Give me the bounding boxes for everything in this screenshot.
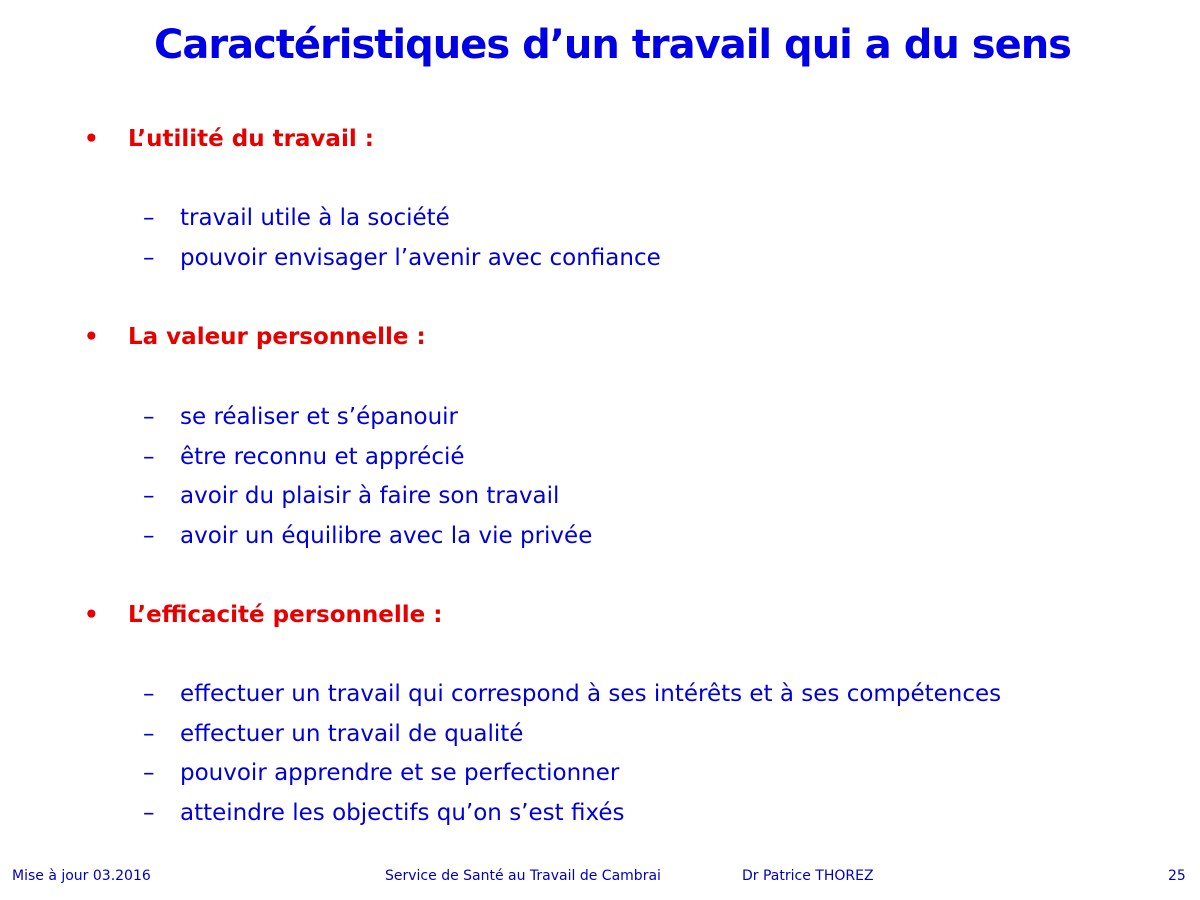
list-item-label: avoir un équilibre avec la vie privée — [180, 523, 593, 549]
section-heading-label: La valeur personnelle : — [128, 324, 426, 350]
slide-title: Caractéristiques d’un travail qui a du sens — [154, 22, 1071, 68]
section-heading — [84, 324, 426, 350]
list-item-label: pouvoir envisager l’avenir avec confiance — [180, 245, 661, 271]
dash-icon: – — [143, 523, 155, 549]
dash-icon: – — [143, 721, 155, 747]
bullet-icon: • — [84, 324, 99, 350]
dash-icon: – — [143, 245, 155, 271]
list-item-label: travail utile à la société — [180, 205, 450, 231]
dash-icon: – — [143, 800, 155, 826]
list-item-label: effectuer un travail de qualité — [180, 721, 524, 747]
list-item — [143, 444, 465, 470]
section-heading — [84, 126, 374, 152]
list-item-label: se réaliser et s’épanouir — [180, 404, 459, 430]
list-item — [143, 245, 661, 271]
list-item — [143, 681, 1001, 707]
section-heading-label: L’utilité du travail : — [128, 126, 374, 152]
bullet-icon: • — [84, 602, 99, 628]
list-item — [143, 523, 592, 549]
list-item — [143, 404, 458, 430]
dash-icon: – — [143, 681, 155, 707]
dash-icon: – — [143, 483, 155, 509]
dash-icon: – — [143, 205, 155, 231]
list-item — [143, 760, 619, 786]
footer-service: Service de Santé au Travail de Cambrai — [385, 868, 661, 884]
dash-icon: – — [143, 760, 155, 786]
footer-update-date: Mise à jour 03.2016 — [12, 868, 151, 884]
section-heading-label: L’efficacité personnelle : — [128, 602, 443, 628]
dash-icon: – — [143, 404, 155, 430]
list-item-label: effectuer un travail qui correspond à ses intérêts et à ses compétences — [180, 681, 1002, 707]
bullet-icon: • — [84, 126, 99, 152]
list-item-label: atteindre les objectifs qu’on s’est fixés — [180, 800, 625, 826]
list-item-label: avoir du plaisir à faire son travail — [180, 483, 560, 509]
page-number: 25 — [1168, 868, 1186, 884]
section-heading — [84, 602, 442, 628]
list-item — [143, 205, 450, 231]
list-item-label: pouvoir apprendre et se perfectionner — [180, 760, 620, 786]
footer-author: Dr Patrice THOREZ — [742, 868, 874, 884]
list-item-label: être reconnu et apprécié — [180, 444, 465, 470]
dash-icon: – — [143, 444, 155, 470]
list-item — [143, 800, 624, 826]
list-item — [143, 483, 559, 509]
list-item — [143, 721, 523, 747]
